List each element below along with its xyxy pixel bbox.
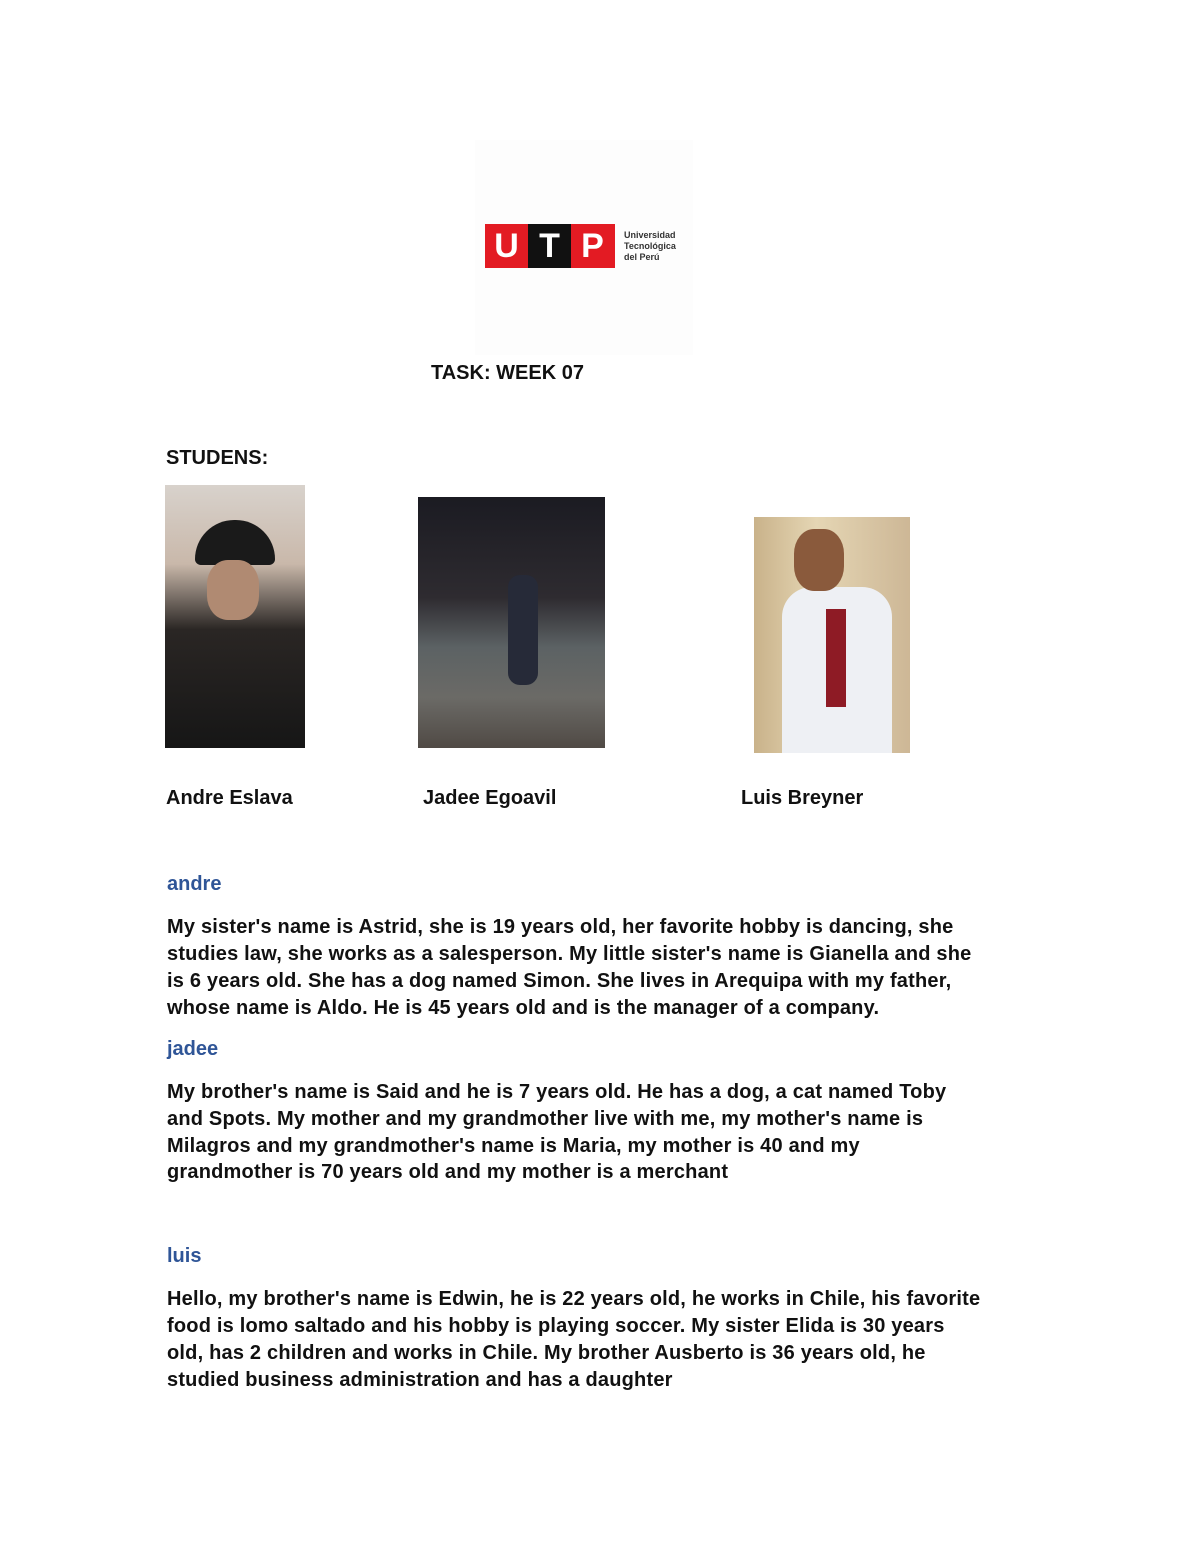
student-photo-luis — [754, 517, 910, 753]
paragraph-line: My sister's name is Astrid, she is 19 years old, her favorite hobby is dancing, she — [167, 916, 954, 938]
paragraph-line: old, has 2 children and works in Chile. My brother Ausberto is 36 years old, he — [167, 1342, 926, 1364]
paragraph-line: and Spots. My mother and my grandmother live with me, my mother's name is — [167, 1108, 924, 1130]
paragraph-line: My brother's name is Said and he is 7 years old. He has a dog, a cat named Toby — [167, 1081, 947, 1103]
student-name: Jadee Egoavil — [423, 787, 557, 809]
student-photo-andre — [165, 485, 305, 748]
logo-letter: T — [528, 224, 571, 268]
paragraph-line: food is lomo saltado and his hobby is playing soccer. My sister Elida is 30 years — [167, 1315, 945, 1337]
paragraph-line: is 6 years old. She has a dog named Simon. She lives in Arequipa with my father, — [167, 970, 952, 992]
logo-text: Universidad — [624, 230, 676, 240]
utp-logo — [475, 140, 693, 355]
page-title: TASK: WEEK 07 — [431, 362, 584, 384]
paragraph-line: studies law, she works as a salesperson. My little sister's name is Gianella and she — [167, 943, 972, 965]
paragraph-line: whose name is Aldo. He is 45 years old and is the manager of a company. — [167, 997, 880, 1019]
logo-text: Tecnológica — [624, 241, 676, 251]
students-label: STUDENS: — [166, 447, 269, 469]
logo-letter: U — [494, 227, 519, 265]
paragraph-line: studied business administration and has a daughter — [167, 1369, 673, 1391]
student-photo-jadee — [418, 497, 605, 748]
paragraph-line: Milagros and my grandmother's name is Maria, my mother is 40 and my — [167, 1135, 860, 1157]
logo-letter: P — [581, 227, 604, 265]
section-heading-luis: luis — [167, 1245, 202, 1267]
logo-text: del Perú — [624, 252, 660, 262]
section-heading-jadee: jadee — [167, 1038, 219, 1060]
section-heading-andre: andre — [167, 873, 222, 895]
paragraph-line: Hello, my brother's name is Edwin, he is 22 years old, he works in Chile, his favorite — [167, 1288, 981, 1310]
paragraph-line: grandmother is 70 years old and my mother is a merchant — [167, 1161, 729, 1183]
student-name: Luis Breyner — [741, 787, 864, 809]
student-name: Andre Eslava — [166, 787, 293, 809]
